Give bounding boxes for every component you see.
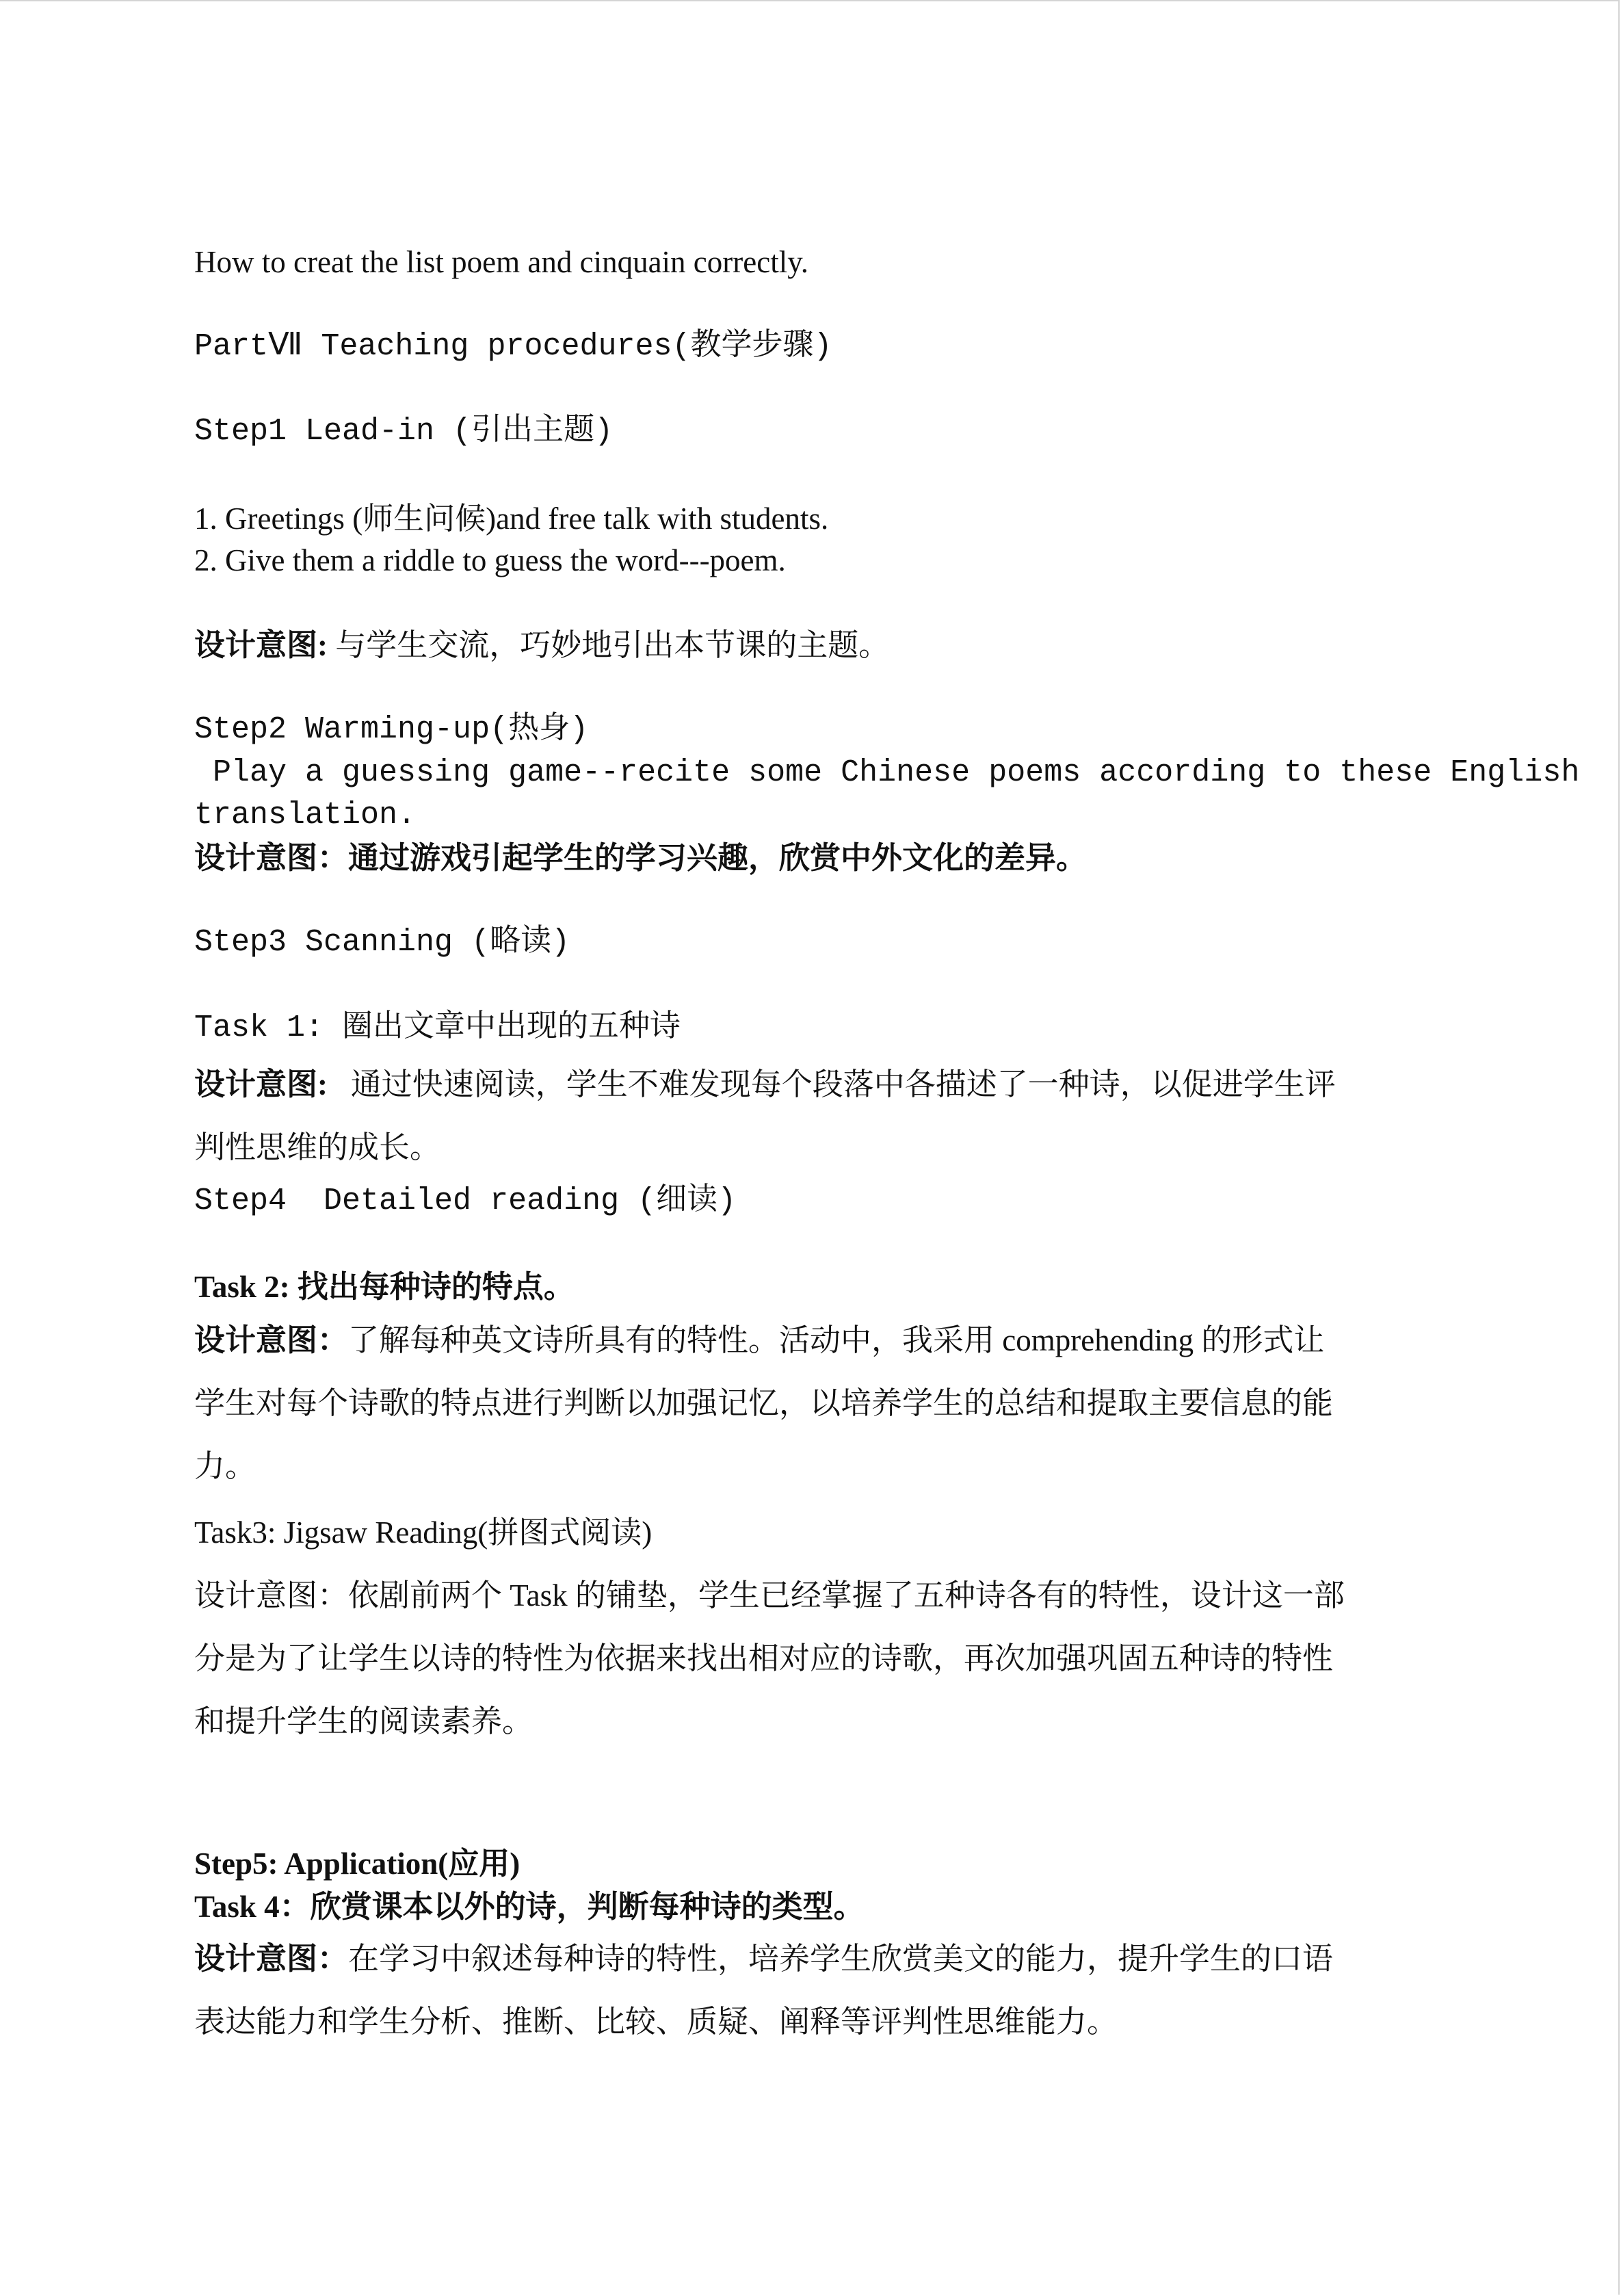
task3-intent-line-3: 和提升学生的阅读素养。: [194, 1704, 533, 1738]
task2-intent-line-2: 学生对每个诗歌的特点进行判断以加强记忆，以培养学生的总结和提取主要信息的能: [194, 1386, 1334, 1420]
step5-intent-line-1: [194, 1938, 1333, 1980]
step3-heading: Step3 Scanning (略读): [194, 925, 570, 960]
step5-intent-label: 设计意图：: [194, 1942, 349, 1976]
step3-intent-line-1: [194, 1063, 1336, 1106]
step1-item-2: 2. Give them a riddle to guess the word---poem.: [194, 543, 786, 577]
task4-line: Task 4：欣赏课本以外的诗，判断每种诗的类型。: [194, 1890, 865, 1924]
step2-activity-line-1: Play a guessing game--recite some Chinese poems according to these English: [194, 755, 1580, 790]
step4-heading: Step4 Detailed reading (细读): [194, 1184, 737, 1218]
objective-line: How to creat the list poem and cinquain correctly.: [194, 245, 809, 279]
task3-line: Task3: Jigsaw Reading(拼图式阅读): [194, 1515, 653, 1550]
task2-intent-line-3: 力。: [194, 1449, 256, 1483]
step1-intent: [194, 624, 889, 666]
part7-heading: PartⅦ Teaching procedures(教学步骤): [194, 329, 832, 364]
task3-intent-line-1: 设计意图：依剧前两个 Task 的铺垫，学生已经掌握了五种诗各有的特性，设计这一部: [194, 1578, 1345, 1613]
step3-intent-label: 设计意图:: [194, 1067, 328, 1101]
task2-intent-line-1: [194, 1319, 1324, 1361]
step5-heading: Step5: Application(应用): [194, 1847, 520, 1881]
step3-intent-line-2: 判性思维的成长。: [194, 1130, 441, 1164]
task1-line: Task 1: 圈出文章中出现的五种诗: [194, 1010, 681, 1045]
task3-intent-line-2: 分是为了让学生以诗的特性为依据来找出相对应的诗歌，再次加强巩固五种诗的特性: [194, 1641, 1334, 1675]
step5-intent-line-2: 表达能力和学生分析、推断、比较、质疑、阐释等评判性思维能力。: [194, 2005, 1118, 2039]
step1-heading: Step1 Lead-in (引出主题): [194, 414, 614, 449]
task2-line: Task 2: 找出每种诗的特点。: [194, 1270, 575, 1304]
step5-intent-text: 在学习中叙述每种诗的特性，培养学生欣赏美文的能力，提升学生的口语: [348, 1942, 1334, 1976]
step2-intent: 设计意图：通过游戏引起学生的学习兴趣，欣赏中外文化的差异。: [194, 841, 1088, 875]
task2-intent-text: 了解每种英文诗所具有的特性。活动中，我采用 comprehending 的形式让: [348, 1323, 1325, 1357]
task2-intent-label: 设计意图：: [194, 1323, 349, 1357]
step1-item-1: 1. Greetings (师生问候)and free talk with students.: [194, 501, 829, 536]
step2-heading: Step2 Warming-up(热身): [194, 712, 589, 747]
step3-intent-text: 通过快速阅读，学生不难发现每个段落中各描述了一种诗，以促进学生评: [328, 1067, 1336, 1101]
step2-activity-line-2: translation.: [194, 798, 417, 833]
step1-intent-text: 与学生交流，巧妙地引出本节课的主题。: [328, 628, 890, 662]
step1-intent-label: 设计意图:: [194, 628, 328, 662]
